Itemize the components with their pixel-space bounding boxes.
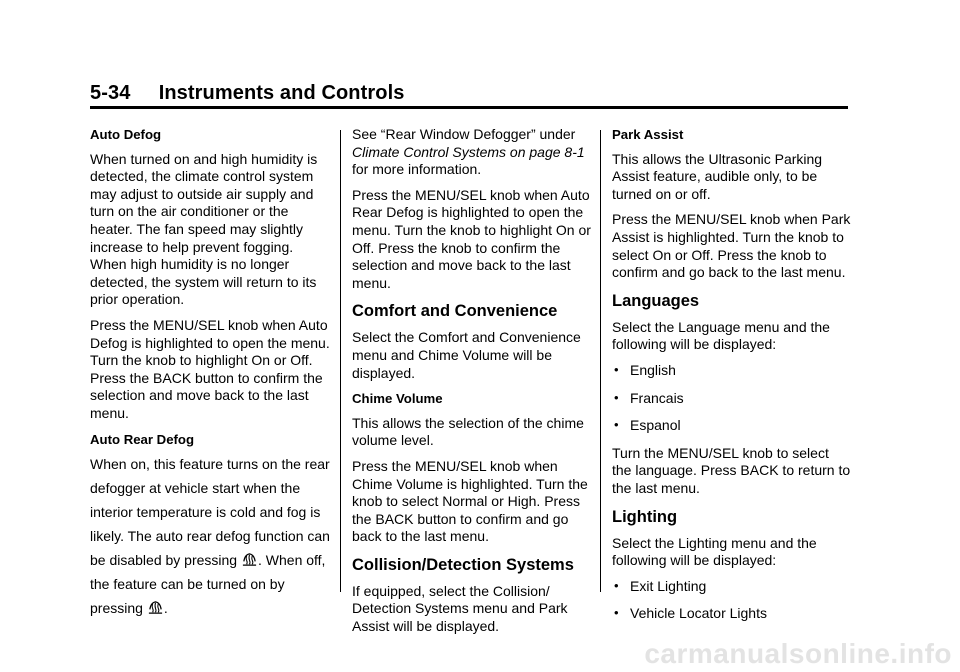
column-divider	[340, 130, 341, 592]
page-header	[90, 80, 848, 109]
auto-rear-defog-text-b: . When off, the feature can be turned on by pressing	[90, 552, 326, 617]
watermark: carmanualsonline.info	[644, 638, 952, 669]
auto-defog-description: When turned on and high humidity is detected, the climate control system may adjust to outside air supply and turn on the air conditioner or the heater. The fan speed may slightly increase to help prevent fogging. When high humidity is no longer detected, the system will return to its prior operation.	[90, 150, 318, 308]
lighting-list	[612, 578, 852, 623]
chime-volume-description: This allows the selection of the chime volume level.	[352, 414, 584, 449]
auto-rear-defog-heading: Auto Rear Defog	[90, 431, 195, 447]
cross-reference-link[interactable]: Climate Control Systems on page 8-1	[352, 143, 585, 160]
list-item-label: English	[630, 361, 676, 378]
collision-detection-description: If equipped, select the Collision/ Detection Systems menu and Park Assist will be displayed.	[352, 582, 568, 635]
bullet-icon: •	[614, 417, 619, 433]
auto-defog-heading: Auto Defog	[90, 127, 162, 142]
comfort-convenience-heading: Comfort and Convenience	[352, 302, 558, 321]
lighting-heading: Lighting	[612, 507, 678, 526]
chime-volume-instructions: Press the MENU/SEL knob when Chime Volume is highlighted. Turn the knob to select Normal or High. Press the BACK button to confirm and go back to the last menu.	[352, 457, 588, 545]
page-title: 5-34 Instruments and Controls	[90, 82, 405, 104]
column-divider	[600, 130, 601, 592]
languages-list	[612, 362, 852, 435]
list-item-label: Exit Lighting	[630, 577, 707, 594]
list-item-label: Francais	[630, 389, 684, 406]
park-assist-instructions: Press the MENU/SEL knob when Park Assist is highlighted. Turn the knob to select On or Off. Press the knob to confirm and go back to the last menu.	[612, 211, 851, 281]
park-assist-heading: Park Assist	[612, 127, 684, 142]
bullet-icon: •	[614, 389, 619, 405]
languages-instructions: Turn the MENU/SEL knob to select the language. Press BACK to return to the last menu.	[612, 444, 851, 496]
lighting-description: Select the Lighting menu and the following will be displayed:	[612, 534, 817, 569]
languages-heading: Languages	[612, 291, 700, 310]
list-item	[612, 362, 852, 380]
list-item	[612, 390, 852, 408]
bullet-icon: •	[614, 361, 619, 377]
see-text-end: for more information.	[352, 161, 482, 178]
chime-volume-heading: Chime Volume	[352, 391, 443, 407]
auto-defog-instructions: Press the MENU/SEL knob when Auto Defog is highlighted to open the menu. Turn the knob to highlight On or Off. Press the BACK button to confirm the selection and move back to the last menu.	[90, 316, 330, 421]
list-item	[612, 417, 852, 435]
bullet-icon: •	[614, 577, 619, 593]
see-text: See “Rear Window Defogger” under	[352, 126, 576, 142]
collision-detection-heading: Collision/Detection Systems	[352, 555, 574, 574]
rear-defog-icon	[241, 551, 258, 568]
auto-rear-defog-text-a: When on, this feature turns on the rear defogger at vehicle start when the interior temperature is cold and fog is likely. The auto rear defog function can be disabled by pressing	[90, 456, 330, 569]
auto-rear-defog-text-c: .	[163, 600, 168, 617]
bullet-icon: •	[614, 605, 619, 621]
list-item	[612, 578, 852, 596]
park-assist-description: This allows the Ultrasonic Parking Assist feature, audible only, to be turned on or off.	[612, 150, 823, 202]
auto-rear-defog-description	[90, 452, 330, 620]
list-item-label: Vehicle Locator Lights	[630, 605, 767, 622]
list-item	[612, 605, 852, 623]
column-right	[612, 126, 852, 633]
list-item-label: Espanol	[630, 417, 681, 434]
column-left	[90, 126, 330, 628]
rear-defog-icon	[147, 599, 164, 616]
auto-rear-defog-instructions: Press the MENU/SEL knob when Auto Rear Defog is highlighted to open the menu. Turn the knob to highlight On or Off. Press the knob to confirm the selection and move back to the last menu.	[352, 186, 591, 291]
see-reference	[352, 126, 592, 179]
comfort-convenience-description: Select the Comfort and Convenience menu and Chime Volume will be displayed.	[352, 329, 581, 381]
column-middle	[352, 126, 592, 644]
languages-description: Select the Language menu and the following will be displayed:	[612, 318, 830, 353]
